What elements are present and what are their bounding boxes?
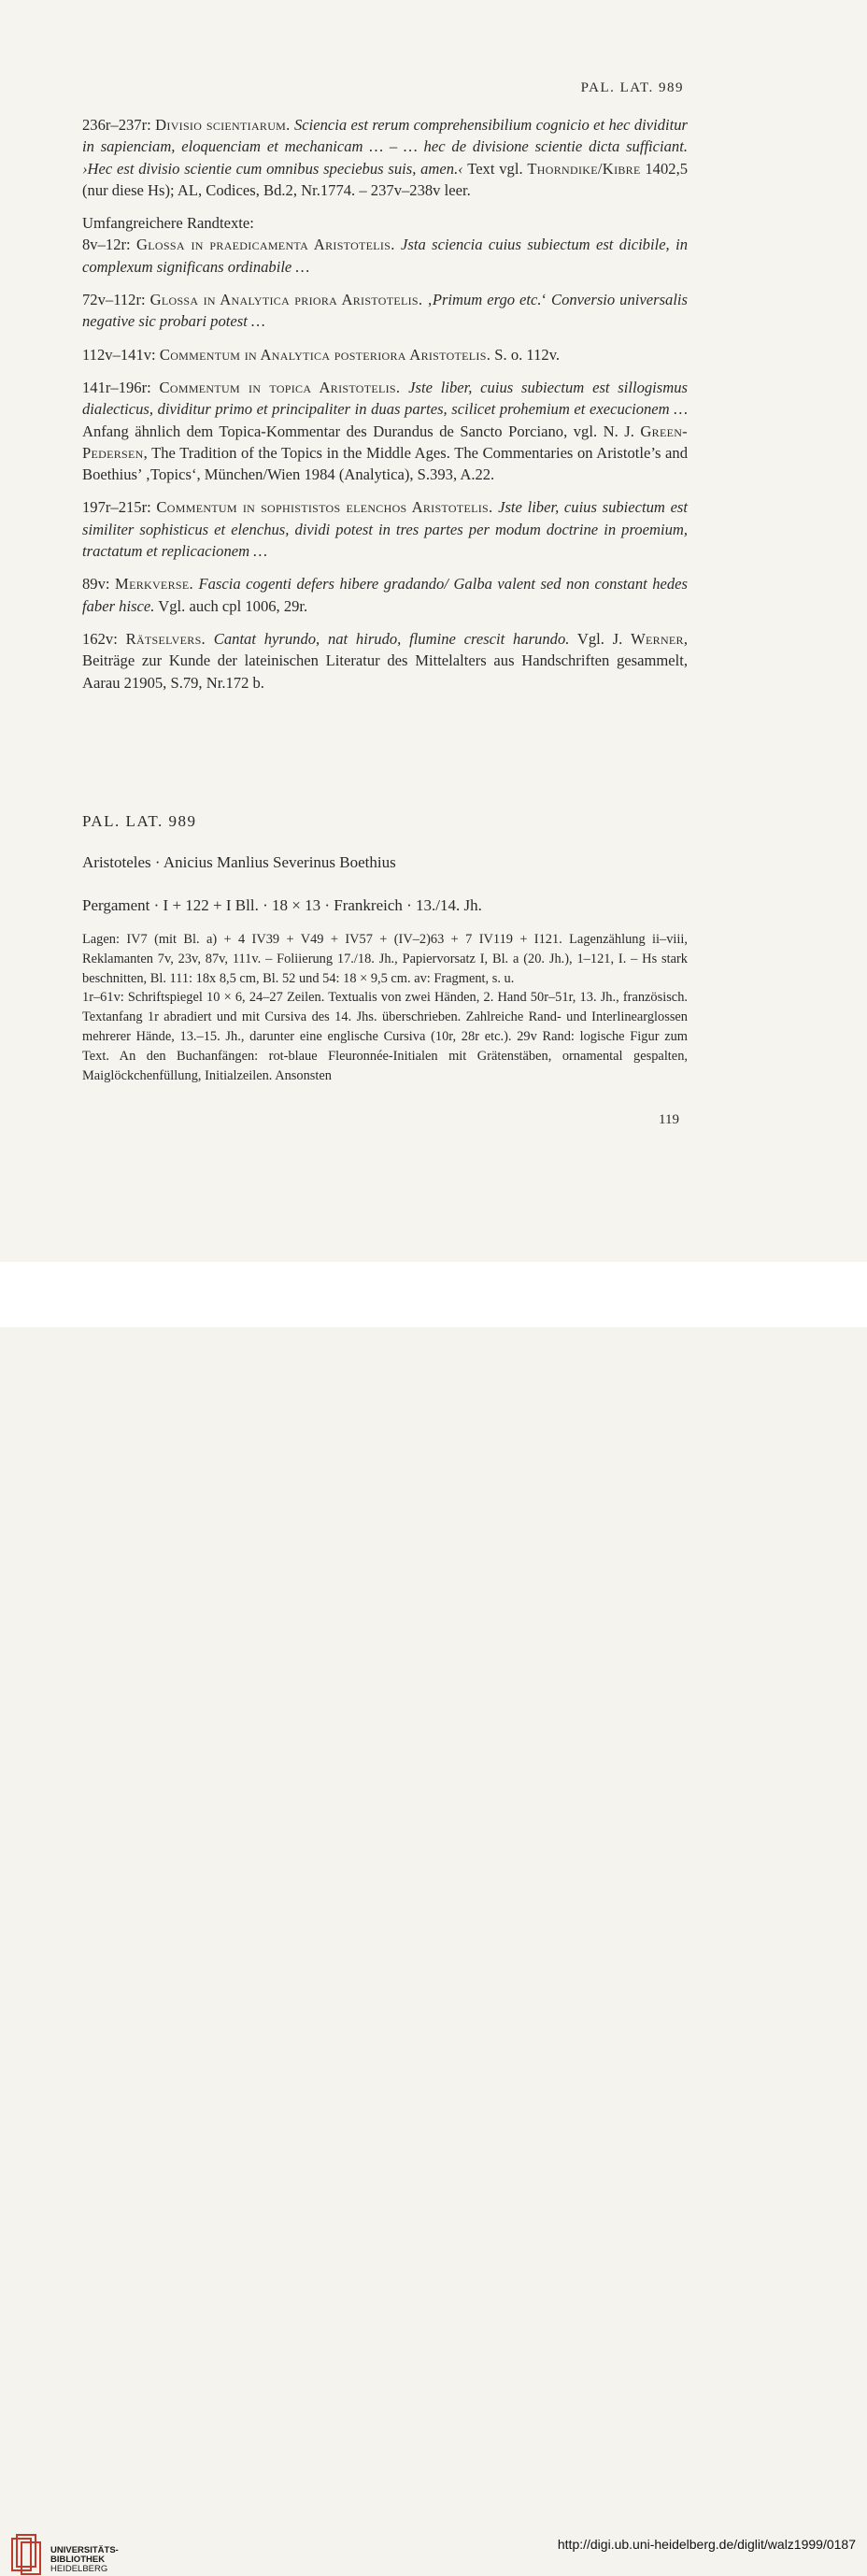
text-segment: Rätselvers. — [125, 629, 206, 648]
document-page — [0, 0, 867, 1262]
logo-line: HEIDELBERG — [50, 2564, 108, 2574]
entry-paragraph — [82, 573, 688, 617]
entry-authors: Aristoteles · Anicius Manlius Severinus Boethius — [82, 853, 396, 871]
text-segment: Glossa in praedicamenta Aristotelis. — [136, 236, 395, 254]
text-segment: Divisio scientiarum. — [155, 116, 291, 134]
entry-paragraph — [82, 377, 688, 485]
logo-line: UNIVERSITÄTS- — [50, 2545, 119, 2555]
text-segment: 8v–12r: — [82, 236, 137, 254]
text-segment: , Beiträge zur Kunde der lateinischen Literatur des Mittelalters aus Handschriften gesammelt, Aarau 21905, S.79, Nr.172 b. — [82, 629, 689, 692]
text-segment: Green-Pedersen — [82, 422, 688, 462]
text-segment: 1402,5 (nur diese Hs); AL, Codices, Bd.2, Nr.1774. – 237v–238v leer. — [82, 159, 689, 199]
text-segment: Conversio universalis negative sic probari potest … — [82, 291, 689, 331]
entry-paragraph — [82, 114, 688, 201]
text-segment: Umfangreichere Randtexte: — [82, 214, 254, 233]
text-segment: Thorndike/Kibre — [527, 159, 641, 178]
text-segment: 236r–237r: — [82, 116, 156, 134]
text-segment: 141r–196r: — [82, 378, 160, 396]
text-segment: Commentum in topica Aristotelis. — [159, 378, 401, 396]
text-segment: ‚ — [422, 291, 433, 309]
catalog-text — [82, 114, 688, 705]
text-segment: 162v: — [82, 629, 126, 648]
logo-line: BIBLIOTHEK — [50, 2555, 106, 2565]
text-segment: Cantat hyrundo, nat hirudo, flumine crescit harundo. — [213, 629, 570, 648]
codicological-description — [82, 930, 688, 1085]
small-paragraph: Lagen: IV7 (mit Bl. a) + 4 IV39 + V49 + IV57 + (IV–2)63 + 7 IV119 + I121. Lagenzählung ii–viii, Reklamanten 7v, 23v, 87v, 111v. – Foliierung 17./18. Jh., Papiervorsatz I, Bl. a (20. Jh.), 1–121, I. – Hs stark beschnitten, Bl. 111: 18x 8,5 cm, Bl. 52 und 54: 18 × 9,5 cm. av: Fragment, s. u. — [82, 932, 688, 986]
text-segment: , The Tradition of the Topics in the Middle Ages. The Commentaries on Aristotle’s and Boethius’ ‚Topics‘, München/Wien 1984 (Analytica), S.393, A.22. — [82, 443, 688, 484]
entry-paragraph — [82, 628, 688, 694]
text-segment: S. o. 112v. — [490, 345, 561, 364]
text-segment: Fascia cogenti defers hibere gradando/ Galba valent sed non constant hedes faber hisce. — [82, 575, 689, 615]
source-url-link[interactable]: http://digi.ub.uni-heidelberg.de/diglit/walz1999/0187 — [557, 2537, 856, 2552]
entry-paragraph — [82, 289, 688, 333]
text-segment: Jsta sciencia cuius subiectum est dicibile, in complexum significans ordinabile … — [82, 236, 688, 276]
text-segment — [206, 630, 214, 648]
text-segment: ‘ — [541, 291, 551, 309]
text-segment: Merkverse. — [115, 575, 193, 594]
text-segment: Text vgl. — [462, 159, 528, 178]
library-logo-icon[interactable] — [9, 2533, 45, 2576]
text-segment: 112v–141v: — [82, 345, 160, 364]
entry-paragraph — [82, 234, 688, 278]
text-segment: Werner — [631, 629, 684, 648]
page-number: 119 — [659, 1112, 679, 1127]
text-segment: Vgl. J. — [569, 629, 632, 648]
entry-paragraph — [82, 496, 688, 562]
library-logo-text — [50, 2546, 119, 2574]
text-segment: Jste liber, cuius subiectum est similiter sophisticus et elenchus, dividi potest in tres partes per modum doctrine in proemium, tractatum et replicacionem … — [82, 498, 688, 561]
entry-paragraph — [82, 212, 688, 234]
text-segment: Primum ergo etc. — [432, 291, 542, 309]
text-segment: 89v: — [82, 575, 116, 594]
small-paragraph: 1r–61v: Schriftspiegel 10 × 6, 24–27 Zeilen. Textualis von zwei Händen, 2. Hand 50r–51r, 13. Jh., französisch. Textanfang 1r abradiert und mit Cursiva des 14. Jhs. überschrieben. Zahlreiche Rand- und Interlinearglossen mehrerer Hände, 13.–15. Jh., darunter eine englische Cursiva (10r, 28r etc.). 29v Rand: logische Figur zum Text. An den Buchanfängen: rot-blaue Fleuronnée-Initialen mit Grätenstäben, ornamental gespalten, Maiglöckchenfüllung, Initialzeilen. Ansonsten — [82, 990, 688, 1083]
text-segment: Anfang ähnlich dem Topica-Kommentar des Durandus de Sancto Porciano, vgl. N. J. — [82, 422, 641, 440]
text-segment: Vgl. auch cpl 1006, 29r. — [154, 596, 308, 615]
text-segment: Sciencia est rerum comprehensibilium cognicio et hec dividitur in sapienciam, eloquenciam et mechanicam … – … hec de divisione scientie dicta sufficiant. ›Hec est divisio scientie cum omnibus speciebus suis, amen.‹ — [82, 116, 688, 178]
text-segment: Jste liber, cuius subiectum est sillogismus dialecticus, dividitur primo et principaliter in duas partes, scilicet prohemium et execucionem … — [82, 378, 688, 419]
text-segment: Commentum in Analytica posteriora Aristotelis. — [159, 345, 491, 364]
text-segment: Commentum in sophististos elenchos Aristotelis. — [156, 498, 493, 517]
entry-paragraph — [82, 344, 688, 365]
text-segment: 197r–215r: — [82, 498, 157, 517]
running-head: PAL. LAT. 989 — [580, 80, 684, 95]
text-segment: Glossa in Analytica priora Aristotelis. — [149, 291, 423, 309]
entry-description: Pergament · I + 122 + I Bll. · 18 × 13 · Frankreich · 13./14. Jh. — [82, 896, 482, 914]
text-segment: 72v–112r: — [82, 291, 150, 309]
entry-signature: PAL. LAT. 989 — [82, 812, 197, 830]
footer-bar — [0, 1262, 867, 2574]
text-segment — [400, 379, 408, 396]
